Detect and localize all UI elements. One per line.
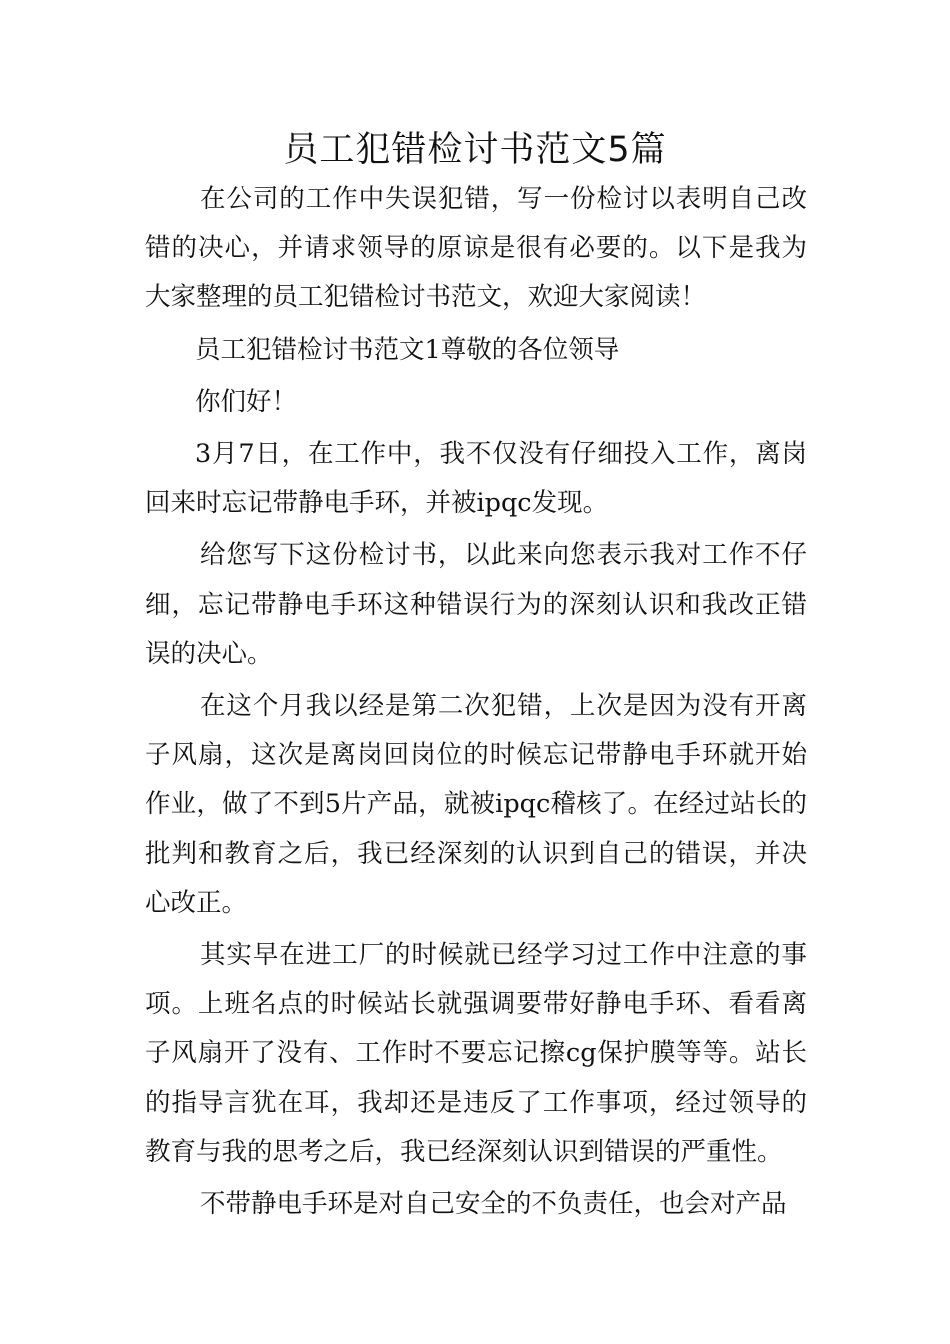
greeting-paragraph: 你们好！ — [195, 386, 298, 417]
body-paragraph: 其实早在进工厂的时候就已经学习过工作中注意的事项。上班名点的时候站长就强调要带好静电手环、看看离子风扇开了没有、工作时不要忘记擦cg保护膜等等。站长的指导言犹在耳，我却还是违反了工作事项，经过领导的教育与我的思考之后，我已经深刻认识到错误的严重性。 — [145, 940, 807, 1167]
body-paragraph: 在这个月我以经是第二次犯错，上次是因为没有开离子风扇，这次是离岗回岗位的时候忘记带静电手环就开始作业，做了不到5片产品，就被ipqc稽核了。在经过站长的批判和教育之后，我已经深刻的认识到自己的错误，并决心改正。 — [145, 691, 807, 918]
section-heading-paragraph: 员工犯错检讨书范文1尊敬的各位领导 — [195, 334, 620, 365]
intro-paragraph: 在公司的工作中失误犯错，写一份检讨以表明自己改错的决心，并请求领导的原谅是很有必要的。以下是我为大家整理的员工犯错检讨书范文，欢迎大家阅读！ — [145, 184, 807, 313]
body-paragraph: 不带静电手环是对自己安全的不负责任，也会对产品 — [200, 1189, 787, 1220]
body-paragraph: 3月7日，在工作中，我不仅没有仔细投入工作，离岗回来时忘记带静电手环，并被ipqc发现。 — [145, 439, 807, 519]
document-body — [145, 175, 807, 1229]
body-paragraph: 给您写下这份检讨书，以此来向您表示我对工作不仔细，忘记带静电手环这种错误行为的深刻认识和我改正错误的决心。 — [145, 540, 807, 669]
document-title: 员工犯错检讨书范文5篇 — [283, 130, 667, 170]
